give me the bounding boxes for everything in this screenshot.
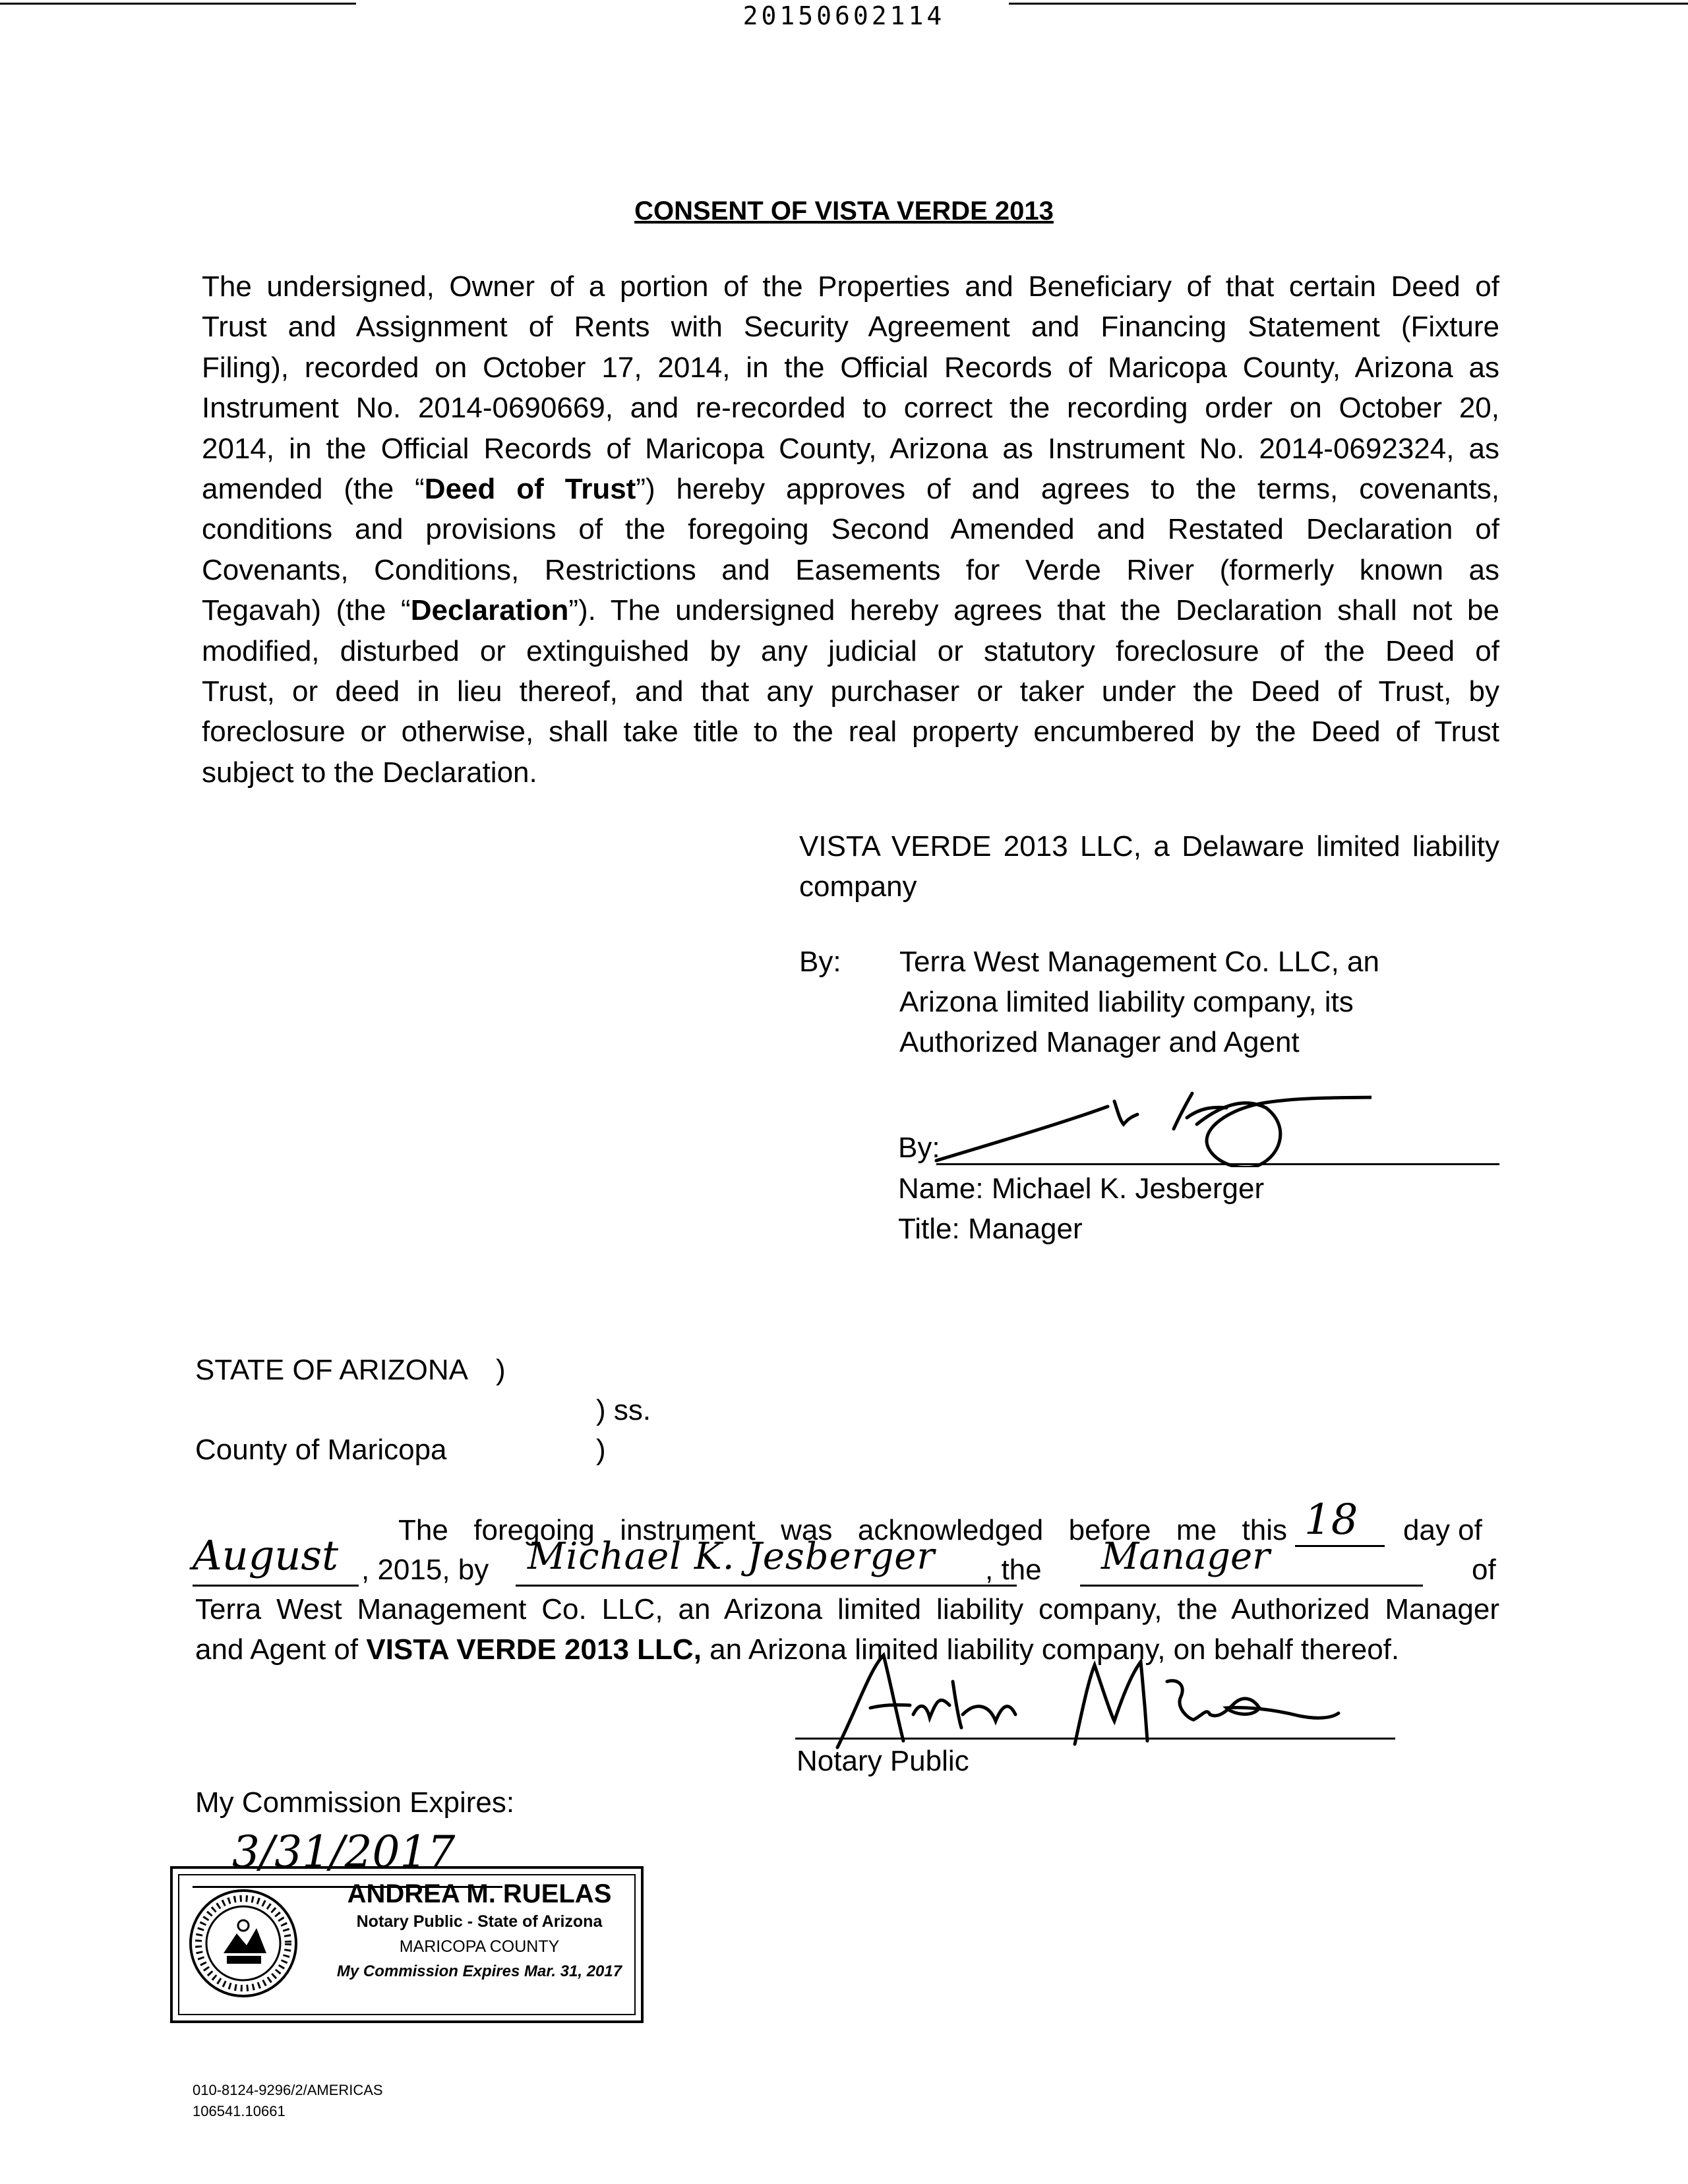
acknowledgment-text: an Arizona limited liability company, on behalf thereof. xyxy=(701,1633,1400,1666)
body-text-segment: ”). The undersigned hereby agrees that the Declaration shall not be xyxy=(568,594,1499,627)
acknowledgment-day-of: day of xyxy=(1403,1514,1482,1546)
day-handwritten: 18 xyxy=(1304,1496,1358,1544)
body-text-segment: ”) hereby approves of and agrees to the terms, covenants, xyxy=(636,473,1499,506)
stamp-line: My Commission Expires Mar. 31, 2017 xyxy=(336,1962,622,1980)
body-line: Covenants, Conditions, Restrictions and Easements for Verde River (formerly known as xyxy=(202,553,1499,586)
body-text-segment: amended (the “ xyxy=(202,473,425,506)
body-line: modified, disturbed or extinguished by any judicial or statutory foreclosure of the Deed of xyxy=(202,634,1499,667)
stamp-line: Notary Public - State of Arizona xyxy=(356,1912,603,1931)
venue-paren: ) xyxy=(496,1354,506,1386)
acknowledgment-year: , 2015, by xyxy=(361,1554,489,1586)
notary-stamp xyxy=(170,1866,644,2023)
consent-paragraph xyxy=(202,266,1499,793)
venue-county: County of Maricopa xyxy=(195,1434,447,1466)
body-line: Instrument No. 2014-0690669, and re-recorded to correct the recording order on October 20, xyxy=(202,392,1499,425)
body-line xyxy=(202,469,1499,509)
body-line: subject to the Declaration. xyxy=(202,756,537,789)
defined-term-deed-of-trust: Deed of Trust xyxy=(424,473,636,506)
document-number: 20150602114 xyxy=(742,1,946,30)
body-line xyxy=(202,590,1499,630)
document-title: CONSENT OF VISTA VERDE 2013 xyxy=(634,197,1054,226)
stamp-line: MARICOPA COUNTY xyxy=(399,1937,560,1956)
body-line: Trust, or deed in lieu thereof, and that any purchaser or taker under the Deed of Trust, by xyxy=(202,675,1499,708)
venue-state: STATE OF ARIZONA xyxy=(195,1354,468,1386)
acknowledgment-line: The foregoing instrument was acknowledged before me this xyxy=(398,1514,1287,1546)
body-text-segment: Tegavah) (the “ xyxy=(202,594,411,627)
day-blank xyxy=(1295,1545,1385,1547)
name-blank xyxy=(516,1585,1017,1587)
manager-signature xyxy=(897,1088,1372,1167)
acknowledgment-the: , the xyxy=(985,1554,1042,1586)
venue-paren: ) xyxy=(596,1434,606,1466)
body-line: 2014, in the Official Records of Maricopa County, Arizona as Instrument No. 2014-0692324, as xyxy=(202,432,1499,465)
entity-name-line: VISTA VERDE 2013 LLC, a Delaware limited liability xyxy=(799,830,1499,863)
title-handwritten: Manager xyxy=(1101,1535,1270,1578)
commission-date-handwritten: 3/31/2017 xyxy=(232,1827,456,1877)
manager-line: Authorized Manager and Agent xyxy=(899,1026,1300,1058)
body-line: foreclosure or otherwise, shall take title to the real property encumbered by the Deed of Trust xyxy=(202,715,1499,748)
body-line: conditions and provisions of the foregoing Second Amended and Restated Declaration of xyxy=(202,513,1499,546)
body-line: Trust and Assignment of Rents with Security Agreement and Financing Statement (Fixture xyxy=(202,311,1499,344)
by-label: By: xyxy=(799,946,841,978)
stamp-name: ANDREA M. RUELAS xyxy=(347,1879,612,1908)
notary-signature-line xyxy=(795,1738,1395,1740)
month-handwritten: August xyxy=(193,1531,339,1579)
notary-public-label: Notary Public xyxy=(797,1745,969,1777)
signer-name-line: Name: Michael K. Jesberger xyxy=(898,1172,1265,1205)
arizona-seal-icon xyxy=(187,1887,299,1999)
manager-line: Terra West Management Co. LLC, an xyxy=(899,946,1379,978)
footer-reference: 010-8124-9296/2/AMERICAS xyxy=(193,2082,383,2098)
signer-title-line: Title: Manager xyxy=(898,1213,1083,1245)
footer-reference: 106541.10661 xyxy=(193,2103,286,2119)
body-line: Filing), recorded on October 17, 2014, in the Official Records of Maricopa County, Arizona as xyxy=(202,351,1499,384)
acknowledgment-text: and Agent of xyxy=(195,1633,367,1666)
acknowledgment-line: Terra West Management Co. LLC, an Arizona limited liability company, the Authorized Manager xyxy=(195,1593,1499,1625)
signer-name-handwritten: Michael K. Jesberger xyxy=(528,1535,936,1578)
venue-ss: ) ss. xyxy=(596,1394,651,1426)
defined-term-declaration: Declaration xyxy=(410,594,569,627)
month-blank xyxy=(193,1585,359,1587)
signature-by-label: By: xyxy=(898,1132,940,1164)
title-blank xyxy=(1080,1585,1423,1587)
body-line: The undersigned, Owner of a portion of the Properties and Beneficiary of that certain Deed of xyxy=(202,270,1499,303)
entity-name-bold: VISTA VERDE 2013 LLC, xyxy=(366,1633,702,1666)
acknowledgment-of: of xyxy=(1472,1554,1496,1586)
entity-name-line: company xyxy=(799,870,917,903)
commission-expires-label: My Commission Expires: xyxy=(195,1786,515,1819)
manager-line: Arizona limited liability company, its xyxy=(899,986,1354,1018)
